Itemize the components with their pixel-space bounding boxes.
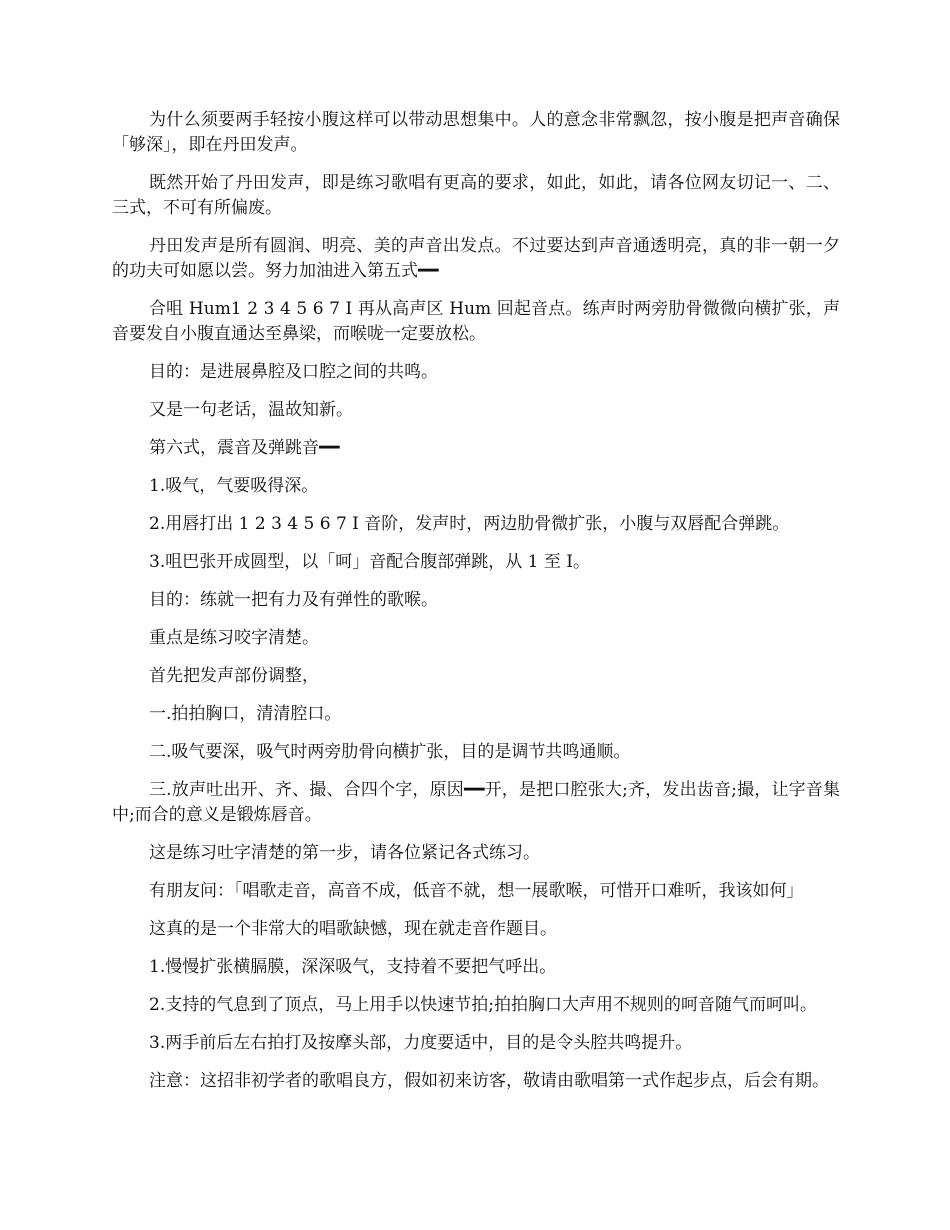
paragraph-22: 3.两手前后左右拍打及按摩头部，力度要适中，目的是令头腔共鸣提升。 — [149, 1033, 693, 1053]
paragraph-6: 又是一句老话，温故知新。 — [149, 400, 353, 420]
paragraph-21: 2.支持的气息到了顶点，马上用手以快速节拍;拍拍胸口大声用不规则的呵音随气而呵叫。 — [149, 995, 817, 1015]
paragraph-3: 丹田发声是所有圆润、明亮、美的声音出发点。不过要达到声音通透明亮，真的非一朝一夕的功夫可如愿以尝。努力加油进入第五式━━ — [112, 236, 840, 281]
paragraph-7: 第六式，震音及弹跳音━━ — [149, 438, 340, 458]
paragraph-10: 3.咀巴张开成圆型，以「呵」音配合腹部弹跳，从 1 至 I。 — [149, 552, 590, 572]
paragraph-11: 目的：练就一把有力及有弹性的歌喉。 — [149, 590, 438, 610]
paragraph-4: 合咀 Hum1 2 3 4 5 6 7 I 再从高声区 Hum 回起音点。练声时两旁肋骨微微向横扩张，声音要发自小腹直通达至鼻梁，而喉咙一定要放松。 — [112, 299, 840, 344]
paragraph-23: 注意：这招非初学者的歌唱良方，假如初来访客，敬请由歌唱第一式作起步点，后会有期。 — [149, 1071, 829, 1091]
paragraph-14: 一.拍拍胸口，清清腔口。 — [149, 704, 342, 724]
paragraph-15: 二.吸气要深，吸气时两旁肋骨向横扩张，目的是调节共鸣通顺。 — [149, 742, 631, 762]
paragraph-5: 目的：是进展鼻腔及口腔之间的共鸣。 — [149, 362, 438, 382]
paragraph-12: 重点是练习咬字清楚。 — [149, 628, 319, 648]
paragraph-17: 这是练习吐字清楚的第一步，请各位紧记各式练习。 — [149, 843, 540, 863]
paragraph-19: 这真的是一个非常大的唱歌缺憾，现在就走音作题目。 — [149, 919, 557, 939]
paragraph-20: 1.慢慢扩张横膈膜，深深吸气，支持着不要把气呼出。 — [149, 957, 557, 977]
paragraph-13: 首先把发声部份调整， — [149, 666, 319, 686]
document-body — [112, 108, 840, 1107]
paragraph-16: 三.放声吐出开、齐、撮、合四个字，原因━━开，是把口腔张大;齐，发出齿音;撮，让字音集中;而合的意义是锻炼唇音。 — [112, 780, 840, 825]
paragraph-1: 为什么须要两手轻按小腹这样可以带动思想集中。人的意念非常飘忽，按小腹是把声音确保「够深」，即在丹田发声。 — [112, 110, 840, 155]
paragraph-9: 2.用唇打出 1 2 3 4 5 6 7 I 音阶，发声时，两边肋骨微扩张，小腹与双唇配合弹跳。 — [149, 514, 790, 534]
paragraph-8: 1.吸气，气要吸得深。 — [149, 476, 319, 496]
paragraph-18: 有朋友问：「唱歌走音，高音不成，低音不就，想一展歌喉，可惜开口难听，我该如何」 — [149, 881, 804, 901]
paragraph-2: 既然开始了丹田发声，即是练习歌唱有更高的要求，如此，如此，请各位网友切记一、二、三式，不可有所偏废。 — [112, 173, 840, 218]
